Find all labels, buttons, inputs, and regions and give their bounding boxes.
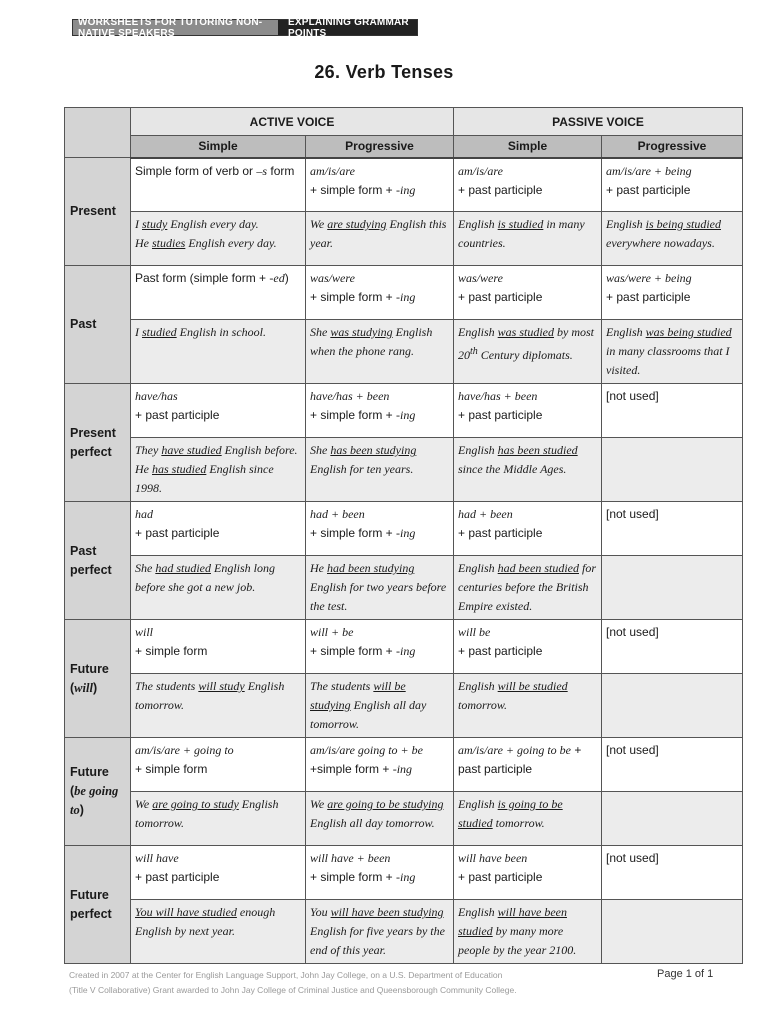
passive-simple-example-text: English [458, 679, 498, 693]
passive-progressive-form-text: am/is/are + being [606, 163, 692, 178]
passive-simple-example-text: English [458, 325, 498, 339]
passive-simple-example-text: will be studied [497, 679, 568, 693]
tense-rows [65, 158, 743, 964]
active-progressive-form-text: + simple form + [310, 290, 397, 304]
active-simple-form-cell [131, 502, 306, 556]
tense-label-text: be going to [70, 784, 119, 817]
header-banner [72, 16, 418, 39]
active-progressive-example-cell [306, 438, 454, 502]
active-progressive-form-text: -ing [396, 644, 416, 658]
passive-progressive-example-text: was being studied [645, 325, 732, 339]
passive-simple-example-text: in many countries. [458, 217, 585, 250]
active-simple-form-text: Simple form of verb or [135, 163, 257, 178]
tense-label-text: will [74, 680, 93, 695]
passive-simple-example-text: is studied [497, 217, 544, 231]
active-simple-example-text: English since 1998. [135, 462, 274, 495]
passive-progressive-example-text: English [606, 325, 646, 339]
passive-simple-form-text: was/were [458, 271, 503, 285]
passive-progressive-example-cell [602, 212, 743, 266]
passive-progressive-form-cell [602, 738, 743, 792]
active-simple-example-text: have studied [161, 443, 222, 457]
tense-label-text: Future ( [70, 661, 109, 695]
active-simple-form-text: will [135, 625, 154, 639]
active-progressive-form-cell [306, 502, 454, 556]
active-simple-example-text: English in school. [176, 325, 267, 339]
active-progressive-example-cell [306, 320, 454, 384]
passive-simple-form-text: will have been [458, 851, 528, 865]
table-row [65, 266, 743, 320]
active-simple-example-cell [131, 320, 306, 384]
passive-progressive-form-text: was/were + being [606, 271, 692, 285]
passive-simple-form-text: had + been [458, 507, 513, 521]
active-progressive-example-cell [306, 900, 454, 964]
passive-progressive-form-cell [602, 384, 743, 438]
active-simple-form-cell [131, 738, 306, 792]
passive-simple-example-cell [454, 792, 602, 846]
active-progressive-example-text: She [310, 325, 331, 339]
active-simple-form-cell [131, 384, 306, 438]
active-simple-example-cell [131, 212, 306, 266]
active-progressive-form-cell [306, 620, 454, 674]
passive-simple-example-text: English [458, 905, 498, 919]
passive-progressive-example-cell [602, 792, 743, 846]
passive-progressive-form-cell [602, 266, 743, 320]
passive-simple-example-text: for centuries before the British Empire existed. [458, 561, 597, 613]
passive-simple-form-cell [454, 846, 602, 900]
passive-simple-form-text: will be [458, 625, 491, 639]
active-progressive-example-text: are studying [327, 217, 387, 231]
passive-simple-form-text: have/has + been [458, 389, 538, 403]
active-simple-example-text: She [135, 561, 156, 575]
active-progressive-form-text: -ing [396, 290, 416, 304]
passive-progressive-form-text: + past participle [606, 182, 691, 197]
passive-simple-example-text: was studied [497, 325, 555, 339]
active-progressive-example-cell [306, 792, 454, 846]
active-progressive-form-cell [306, 384, 454, 438]
passive-progressive-form-text: [not used] [606, 389, 659, 403]
tense-label-text: Future ( [70, 765, 109, 798]
active-progressive-example-text: was studying [330, 325, 393, 339]
active-progressive-form-cell [306, 158, 454, 212]
passive-simple-example-text: is going to be studied [458, 797, 563, 830]
table-row [65, 320, 743, 384]
active-progressive-form-text: + simple form + [310, 408, 397, 422]
active-progressive-form-text: will have + been [310, 851, 391, 865]
passive-simple-example-text: English [458, 217, 498, 231]
passive-progressive-example-text: in many classrooms that I visited. [606, 344, 730, 377]
active-progressive-example-cell [306, 556, 454, 620]
table-row [65, 900, 743, 964]
banner-topic-label: EXPLAINING GRAMMAR POINTS [278, 20, 417, 35]
passive-simple-example-text: will have been studied [458, 905, 567, 938]
tense-label: Present [65, 158, 131, 266]
table-row [65, 846, 743, 900]
passive-progressive-form-cell [602, 502, 743, 556]
passive-progressive-form-cell [602, 158, 743, 212]
active-simple-form-cell [131, 158, 306, 212]
active-simple-form-text: -ed [269, 271, 285, 285]
tense-label [65, 738, 131, 846]
active-progressive-example-text: English all day tomorrow. [310, 698, 427, 731]
passive-progressive-example-cell [602, 900, 743, 964]
passive-simple-example-cell [454, 438, 602, 502]
active-simple-form-text: ) [284, 271, 289, 285]
tense-label: Past [65, 266, 131, 384]
active-progressive-example-text: are going to be studying [327, 797, 444, 811]
active-voice-header: ACTIVE VOICE [131, 108, 454, 136]
passive-simple-example-cell [454, 556, 602, 620]
active-progressive-form-text: will + be [310, 625, 354, 639]
passive-progressive-example-cell [602, 556, 743, 620]
table-corner-cell [65, 108, 131, 158]
tense-label: Present perfect [65, 384, 131, 502]
active-progressive-example-text: English for five years by the end of this year. [310, 924, 445, 957]
table-row [65, 556, 743, 620]
active-progressive-example-text: English for two years before the test. [310, 580, 447, 613]
active-simple-form-text: + simple form [135, 762, 208, 776]
active-progressive-form-text: + simple form + [310, 870, 397, 884]
active-simple-example-text: I [135, 325, 142, 339]
footer-credit-line-1: Created in 2007 at the Center for English Language Support, John Jay College, on a U.S. Department of Education [69, 970, 503, 980]
active-progressive-example-text: He [310, 561, 327, 575]
active-progressive-form-text: + simple form + [310, 182, 397, 197]
active-progressive-form-text: -ing [396, 870, 416, 884]
active-simple-example-text: You will have studied [135, 905, 237, 919]
passive-voice-header: PASSIVE VOICE [454, 108, 743, 136]
active-simple-form-text: form [267, 163, 295, 178]
passive-simple-form-text: am/is/are [458, 163, 503, 178]
table-row [65, 620, 743, 674]
active-simple-example-text: studies [152, 236, 186, 250]
active-simple-form-cell [131, 266, 306, 320]
active-simple-form-cell [131, 620, 306, 674]
passive-simple-form-cell [454, 158, 602, 212]
page-title: 26. Verb Tenses [314, 62, 454, 82]
passive-simple-form-cell [454, 738, 602, 792]
passive-simple-example-text: by most 20 [458, 325, 595, 362]
active-simple-example-text: He [135, 236, 152, 250]
passive-progressive-form-text: [not used] [606, 851, 659, 865]
passive-simple-example-text: had been studied [497, 561, 579, 575]
passive-progressive-form-cell [602, 846, 743, 900]
tense-label-text: ) [92, 680, 98, 695]
active-simple-example-text: enough English by next year. [135, 905, 276, 938]
passive-simple-header: Simple [454, 136, 602, 158]
banner-series-label: WORKSHEETS FOR TUTORING NON-NATIVE SPEAKERS [73, 20, 278, 35]
table-row [65, 438, 743, 502]
passive-simple-example-text: English [458, 797, 498, 811]
active-simple-form-text: had [135, 507, 153, 521]
active-simple-form-text: + simple form [135, 644, 208, 658]
passive-progressive-form-cell [602, 620, 743, 674]
active-progressive-example-text: We [310, 217, 328, 231]
passive-simple-example-cell [454, 320, 602, 384]
active-simple-example-text: English long before she got a new job. [135, 561, 276, 594]
active-progressive-form-text: was/were [310, 271, 355, 285]
passive-progressive-example-cell [602, 320, 743, 384]
active-simple-example-text: has studied [152, 462, 207, 476]
active-simple-example-text: study [142, 217, 168, 231]
active-simple-example-text: We [135, 797, 153, 811]
passive-progressive-example-cell [602, 438, 743, 502]
tense-label-text: ) [79, 803, 84, 817]
active-simple-example-text: The students [135, 679, 199, 693]
passive-simple-example-text: tomorrow. [458, 698, 508, 712]
passive-simple-form-text: + past participle [458, 644, 543, 658]
active-progressive-form-cell [306, 266, 454, 320]
passive-progressive-header: Progressive [602, 136, 743, 158]
table-row [65, 674, 743, 738]
passive-simple-example-text: by many more people by the year 2100. [458, 924, 577, 957]
table-row [65, 384, 743, 438]
active-simple-example-text: are going to study [152, 797, 239, 811]
active-progressive-form-text: have/has + been [310, 389, 390, 403]
active-progressive-form-text: -ing [396, 526, 416, 540]
active-progressive-form-text: am/is/are going to + be [310, 743, 423, 757]
active-progressive-form-text: -ing [396, 408, 416, 422]
passive-simple-example-text: English [458, 443, 498, 457]
active-simple-example-cell [131, 556, 306, 620]
active-simple-example-text: will study [198, 679, 245, 693]
passive-simple-form-cell [454, 620, 602, 674]
active-progressive-example-text: will have been studying [330, 905, 444, 919]
active-simple-example-text: English every day. [167, 217, 259, 231]
passive-simple-example-text: since the Middle Ages. [458, 462, 567, 476]
active-simple-example-text: English tomorrow. [135, 679, 285, 712]
active-progressive-example-text: will be studying [310, 679, 406, 712]
active-simple-form-text: + past participle [135, 526, 220, 540]
active-progressive-example-text: You [310, 905, 331, 919]
active-simple-example-text: English every day. [185, 236, 277, 250]
active-progressive-form-text: +simple form + [310, 762, 393, 776]
active-progressive-example-cell [306, 212, 454, 266]
passive-simple-form-text: + past participle [458, 182, 543, 197]
passive-progressive-example-text: everywhere nowadays. [606, 236, 715, 250]
active-simple-example-text: had studied [155, 561, 211, 575]
passive-simple-example-cell [454, 674, 602, 738]
passive-progressive-form-text: [not used] [606, 743, 659, 757]
passive-progressive-example-cell [602, 674, 743, 738]
passive-simple-example-cell [454, 900, 602, 964]
active-simple-example-cell [131, 900, 306, 964]
active-simple-example-text: I [135, 217, 142, 231]
active-progressive-example-text: We [310, 797, 328, 811]
active-progressive-form-cell [306, 846, 454, 900]
footer-credit-line-2: (Title V Collaborative) Grant awarded to John Jay College of Criminal Justice and Queensborough Community College. [69, 985, 517, 995]
active-simple-example-cell [131, 438, 306, 502]
passive-simple-form-text: am/is/are + going to be [458, 743, 571, 757]
active-simple-form-text: + past participle [135, 408, 220, 422]
passive-simple-form-text: + past participle [458, 408, 543, 422]
active-simple-example-text: He [135, 462, 152, 476]
passive-progressive-example-text: English [606, 217, 646, 231]
active-progressive-header: Progressive [306, 136, 454, 158]
active-progressive-form-text: -ing [396, 182, 416, 197]
table-row [65, 158, 743, 212]
active-simple-example-text: English before. [221, 443, 298, 457]
active-simple-form-text: am/is/are + going to [135, 743, 234, 757]
active-simple-form-cell [131, 846, 306, 900]
active-simple-example-text: English tomorrow. [135, 797, 279, 830]
page-number: Page 1 of 1 [657, 968, 714, 980]
passive-simple-example-text: tomorrow. [492, 816, 545, 830]
active-simple-form-text: + past participle [135, 870, 220, 884]
active-progressive-form-text: am/is/are [310, 163, 355, 178]
passive-progressive-form-text: + past participle [606, 290, 691, 304]
passive-simple-example-text: th [470, 346, 478, 357]
passive-simple-example-text: English [458, 561, 498, 575]
active-simple-example-cell [131, 674, 306, 738]
passive-simple-form-cell [454, 502, 602, 556]
passive-simple-form-cell [454, 384, 602, 438]
passive-simple-example-cell [454, 212, 602, 266]
active-simple-header: Simple [131, 136, 306, 158]
active-progressive-form-text: had + been [310, 507, 365, 521]
table-row [65, 212, 743, 266]
tense-label [65, 620, 131, 738]
passive-progressive-form-text: [not used] [606, 507, 659, 521]
active-progressive-example-text: English for ten years. [310, 462, 414, 476]
tense-label: Past perfect [65, 502, 131, 620]
active-simple-form-text: Past form (simple form + [135, 271, 270, 285]
passive-progressive-form-text: [not used] [606, 625, 659, 639]
passive-simple-form-text: + past participle [458, 526, 543, 540]
active-simple-form-text: –s [256, 163, 268, 178]
active-progressive-example-text: She [310, 443, 331, 457]
passive-simple-example-text: has been studied [497, 443, 578, 457]
active-simple-example-cell [131, 792, 306, 846]
active-simple-form-text: will have [135, 851, 179, 865]
active-progressive-example-cell [306, 674, 454, 738]
table-row [65, 502, 743, 556]
passive-simple-form-text: + past participle [458, 870, 543, 884]
footer-credit [69, 968, 517, 998]
table-row [65, 738, 743, 792]
active-simple-example-text: They [135, 443, 162, 457]
passive-simple-form-text: + past participle [458, 743, 582, 776]
active-progressive-example-text: English this year. [310, 217, 447, 250]
active-progressive-example-text: has been studying [330, 443, 417, 457]
active-progressive-form-text: + simple form + [310, 644, 397, 658]
tense-label: Future perfect [65, 846, 131, 964]
active-progressive-example-text: had been studying [327, 561, 415, 575]
passive-simple-form-text: + past participle [458, 290, 543, 304]
passive-progressive-example-text: is being studied [645, 217, 721, 231]
active-progressive-example-text: English when the phone rang. [310, 325, 433, 358]
passive-simple-form-cell [454, 266, 602, 320]
active-simple-example-text: studied [142, 325, 177, 339]
active-progressive-form-text: -ing [392, 762, 413, 776]
active-progressive-example-text: The students [310, 679, 374, 693]
passive-simple-example-text: Century diplomats. [477, 348, 573, 362]
active-progressive-form-cell [306, 738, 454, 792]
active-progressive-example-text: English all day tomorrow. [310, 816, 435, 830]
table-row [65, 792, 743, 846]
active-progressive-form-text: + simple form + [310, 526, 397, 540]
verb-tenses-table [64, 107, 743, 964]
active-simple-form-text: have/has [135, 389, 178, 403]
